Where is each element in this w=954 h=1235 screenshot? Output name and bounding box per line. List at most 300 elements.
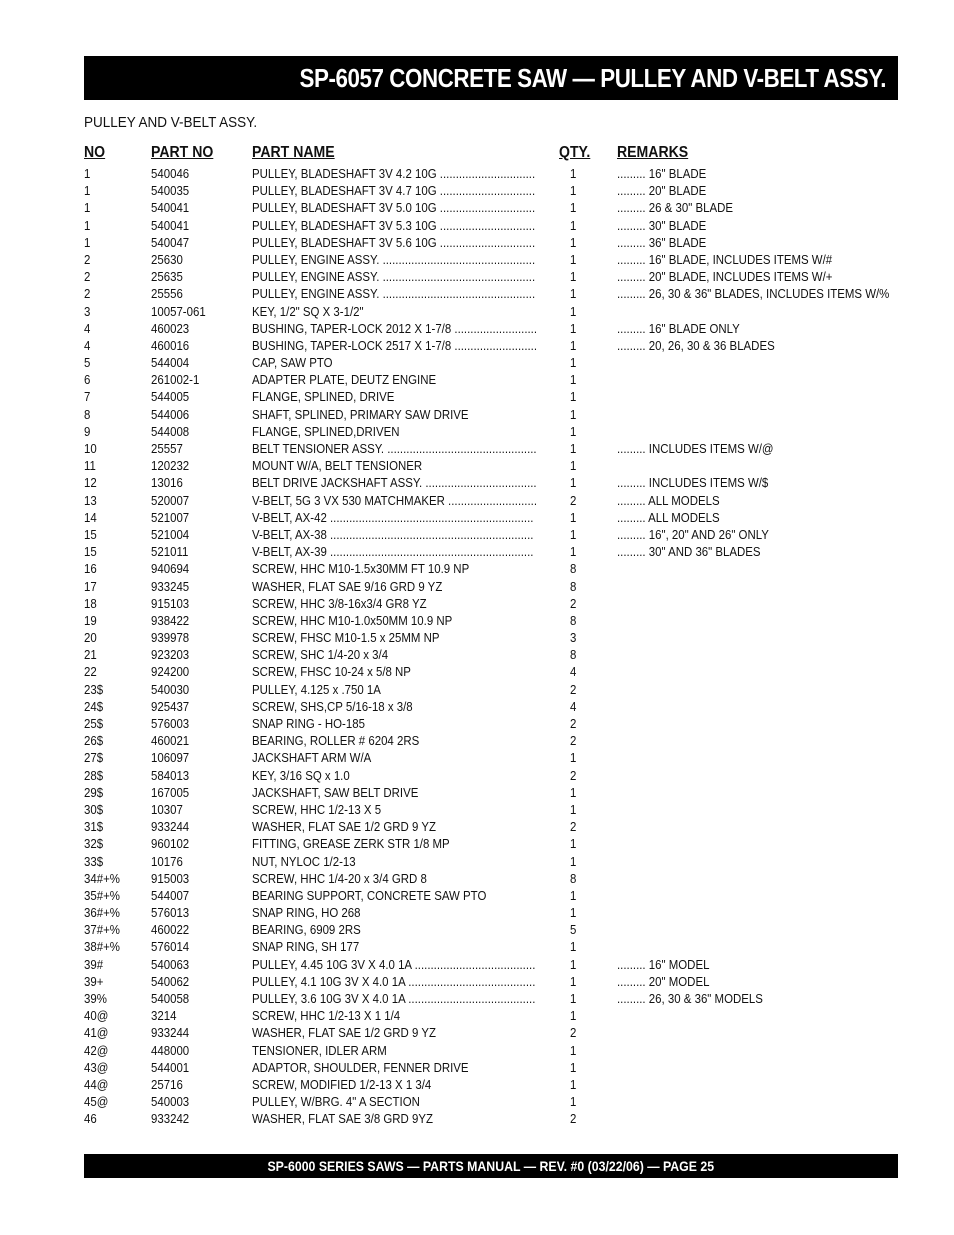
row-no: 25$ <box>84 716 104 731</box>
row-part-no: 544004 <box>151 355 190 371</box>
row-no: 8 <box>84 406 91 422</box>
table-row <box>84 354 898 371</box>
table-row <box>84 1007 898 1024</box>
table-row <box>84 268 898 285</box>
row-part-no: 540030 <box>151 681 190 697</box>
row-remarks: ......... 20" MODEL <box>617 973 710 989</box>
row-part-name: PULLEY, 3.6 10G 3V X 4.0 1A ........................................ <box>252 991 536 1006</box>
row-qty: 2 <box>570 595 577 611</box>
row-no: 1 <box>84 166 91 181</box>
row-no: 1 <box>84 200 91 216</box>
row-part-name: BELT DRIVE JACKSHAFT ASSY. ................................... <box>252 475 537 491</box>
row-remarks: ......... 36" BLADE <box>617 234 707 250</box>
row-no: 32$ <box>84 836 104 852</box>
row-part-no: 448000 <box>151 1042 190 1058</box>
row-part-no: 10176 <box>151 853 183 869</box>
row-no: 2 <box>84 269 91 285</box>
row-part-name: BELT TENSIONER ASSY. ............................................... <box>252 441 537 456</box>
row-no: 11 <box>84 458 96 474</box>
table-row <box>84 578 898 595</box>
row-part-name: PULLEY, ENGINE ASSY. ................................................ <box>252 286 536 302</box>
row-qty: 1 <box>570 269 577 285</box>
row-qty: 1 <box>570 939 577 955</box>
table-row <box>84 1093 898 1110</box>
row-part-name: SCREW, FHSC M10-1.5 x 25MM NP <box>252 630 440 646</box>
table-row <box>84 870 898 887</box>
row-no: 1 <box>84 217 91 233</box>
table-row <box>84 285 898 302</box>
table-row <box>84 440 898 457</box>
row-part-no: 938422 <box>151 612 190 628</box>
table-row <box>84 801 898 818</box>
row-part-no: 540063 <box>151 956 190 972</box>
row-qty: 2 <box>570 733 577 749</box>
row-part-no: 933242 <box>151 1111 190 1127</box>
row-part-name: BEARING, ROLLER # 6204 2RS <box>252 733 420 749</box>
row-part-name: PULLEY, BLADESHAFT 3V 5.0 10G .............................. <box>252 200 536 216</box>
table-row <box>84 1076 898 1093</box>
table-row <box>84 749 898 766</box>
row-part-no: 923203 <box>151 647 190 663</box>
page-title-bar <box>84 56 898 100</box>
row-part-name: MOUNT W/A, BELT TENSIONER <box>252 458 423 474</box>
row-part-no: 25635 <box>151 269 183 285</box>
table-row <box>84 182 898 199</box>
table-row <box>84 629 898 646</box>
header-part-no: PART NO <box>151 144 214 161</box>
row-no: 30$ <box>84 801 104 817</box>
row-no: 1 <box>84 183 91 199</box>
row-no: 15 <box>84 544 97 560</box>
row-no: 27$ <box>84 750 104 766</box>
table-row <box>84 681 898 698</box>
row-qty: 1 <box>570 801 577 817</box>
row-no: 41@ <box>84 1025 109 1041</box>
row-qty: 8 <box>570 870 577 886</box>
row-part-name: SCREW, SHS,CP 5/16-18 x 3/8 <box>252 698 413 714</box>
row-part-no: 915003 <box>151 870 190 886</box>
row-qty: 1 <box>570 991 577 1006</box>
row-part-no: 13016 <box>151 475 183 491</box>
row-no: 42@ <box>84 1042 109 1058</box>
row-part-name: SCREW, HHC 3/8-16x3/4 GR8 YZ <box>252 595 427 611</box>
row-qty: 2 <box>570 681 577 697</box>
table-row <box>84 1059 898 1076</box>
table-row <box>84 938 898 955</box>
row-part-name: PULLEY, ENGINE ASSY. ................................................ <box>252 251 536 267</box>
footer-bar <box>84 1154 898 1178</box>
row-no: 31$ <box>84 819 104 835</box>
row-qty: 1 <box>570 853 577 869</box>
row-no: 44@ <box>84 1076 109 1092</box>
row-part-no: 167005 <box>151 784 190 800</box>
row-qty: 2 <box>570 492 577 508</box>
row-remarks: ......... 26 & 30" BLADE <box>617 200 733 216</box>
table-row <box>84 646 898 663</box>
row-part-name: SCREW, SHC 1/4-20 x 3/4 <box>252 647 389 663</box>
row-qty: 1 <box>570 973 577 989</box>
row-part-no: 544006 <box>151 406 190 422</box>
row-part-no: 540035 <box>151 183 190 199</box>
table-row <box>84 921 898 938</box>
row-part-name: WASHER, FLAT SAE 3/8 GRD 9YZ <box>252 1111 433 1127</box>
row-no: 23$ <box>84 681 104 697</box>
row-qty: 8 <box>570 578 577 594</box>
row-part-no: 540062 <box>151 973 190 989</box>
table-row <box>84 371 898 388</box>
row-part-no: 540003 <box>151 1094 190 1110</box>
row-part-name: KEY, 1/2" SQ X 3-1/2" <box>252 303 364 319</box>
row-part-no: 25557 <box>151 441 183 456</box>
row-no: 24$ <box>84 698 104 714</box>
row-no: 37#+% <box>84 922 120 938</box>
row-no: 40@ <box>84 1008 109 1024</box>
row-qty: 1 <box>570 475 577 491</box>
table-row <box>84 956 898 973</box>
row-part-name: FLANGE, SPLINED,DRIVEN <box>252 423 400 439</box>
row-remarks: ......... 16" MODEL <box>617 956 710 972</box>
row-part-name: SNAP RING - HO-185 <box>252 716 365 731</box>
row-no: 36#+% <box>84 905 120 921</box>
table-row <box>84 234 898 251</box>
row-qty: 5 <box>570 922 577 938</box>
table-row <box>84 818 898 835</box>
row-qty: 1 <box>570 234 577 250</box>
row-part-no: 521011 <box>151 544 189 560</box>
table-row <box>84 526 898 543</box>
row-qty: 1 <box>570 320 577 336</box>
row-part-name: CAP, SAW PTO <box>252 355 333 371</box>
table-row <box>84 388 898 405</box>
row-qty: 1 <box>570 458 577 474</box>
row-qty: 2 <box>570 767 577 783</box>
row-part-name: SCREW, HHC 1/4-20 x 3/4 GRD 8 <box>252 870 427 886</box>
row-qty: 4 <box>570 664 577 680</box>
table-row <box>84 1110 898 1127</box>
row-part-no: 25556 <box>151 286 183 302</box>
row-remarks: ......... INCLUDES ITEMS W/$ <box>617 475 769 491</box>
header-no: NO <box>84 144 106 161</box>
row-no: 9 <box>84 423 91 439</box>
row-no: 7 <box>84 389 91 405</box>
row-part-name: SCREW, HHC 1/2-13 X 5 <box>252 801 382 817</box>
row-no: 4 <box>84 320 91 336</box>
row-part-name: PULLEY, 4.45 10G 3V X 4.0 1A ...................................... <box>252 956 536 972</box>
row-part-name: SHAFT, SPLINED, PRIMARY SAW DRIVE <box>252 406 469 422</box>
row-part-no: 544008 <box>151 423 190 439</box>
table-row <box>84 784 898 801</box>
header-remarks: REMARKS <box>617 144 689 161</box>
row-part-name: SCREW, HHC 1/2-13 X 1 1/4 <box>252 1008 401 1024</box>
row-remarks: ......... 20" BLADE <box>617 183 707 199</box>
row-no: 14 <box>84 509 97 525</box>
row-part-no: 540046 <box>151 166 190 181</box>
row-no: 22 <box>84 664 97 680</box>
row-no: 16 <box>84 561 97 577</box>
row-part-name: PULLEY, 4.1 10G 3V X 4.0 1A ........................................ <box>252 973 536 989</box>
row-part-no: 924200 <box>151 664 190 680</box>
row-qty: 1 <box>570 200 577 216</box>
table-row <box>84 973 898 990</box>
row-part-no: 925437 <box>151 698 190 714</box>
row-part-no: 544007 <box>151 887 190 903</box>
row-qty: 8 <box>570 647 577 663</box>
table-row <box>84 423 898 440</box>
row-remarks: ......... 16" BLADE <box>617 166 707 181</box>
row-part-name: SCREW, MODIFIED 1/2-13 X 1 3/4 <box>252 1076 432 1092</box>
row-part-no: 576013 <box>151 905 190 921</box>
row-qty: 4 <box>570 698 577 714</box>
row-part-name: PULLEY, W/BRG. 4" A SECTION <box>252 1094 420 1110</box>
row-part-no: 120232 <box>151 458 190 474</box>
table-row <box>84 732 898 749</box>
table-row <box>84 612 898 629</box>
row-part-no: 544005 <box>151 389 190 405</box>
row-part-name: PULLEY, BLADESHAFT 3V 5.3 10G .............................. <box>252 217 536 233</box>
table-row <box>84 509 898 526</box>
row-qty: 3 <box>570 630 577 646</box>
table-row <box>84 990 898 1007</box>
table-row <box>84 715 898 732</box>
row-part-name: BUSHING, TAPER-LOCK 2517 X 1-7/8 .......................... <box>252 337 538 353</box>
row-qty: 1 <box>570 303 577 319</box>
page-title: SP-6057 CONCRETE SAW — PULLEY AND V-BELT ASSY. <box>299 62 886 93</box>
row-part-name: BEARING SUPPORT, CONCRETE SAW PTO <box>252 887 487 903</box>
row-part-no: 460016 <box>151 337 190 353</box>
row-remarks: ......... 20" BLADE, INCLUDES ITEMS W/+ <box>617 269 833 285</box>
row-part-no: 10307 <box>151 801 183 817</box>
row-part-name: WASHER, FLAT SAE 1/2 GRD 9 YZ <box>252 819 436 835</box>
row-qty: 2 <box>570 1111 577 1127</box>
row-no: 35#+% <box>84 887 120 903</box>
row-part-name: TENSIONER, IDLER ARM <box>252 1042 387 1058</box>
table-row <box>84 165 898 182</box>
row-qty: 1 <box>570 286 577 302</box>
row-part-name: SNAP RING, HO 268 <box>252 905 361 921</box>
table-row <box>84 199 898 216</box>
row-part-no: 10057-061 <box>151 303 206 319</box>
row-qty: 1 <box>570 956 577 972</box>
row-part-name: V-BELT, AX-38 ................................................................ <box>252 526 534 542</box>
parts-table <box>84 165 898 1128</box>
row-qty: 1 <box>570 166 577 181</box>
row-remarks: ......... 26, 30 & 36" MODELS <box>617 991 763 1006</box>
row-part-no: 520007 <box>151 492 190 508</box>
row-part-name: PULLEY, BLADESHAFT 3V 4.7 10G .............................. <box>252 183 536 199</box>
row-part-no: 460021 <box>151 733 190 749</box>
row-part-no: 940694 <box>151 561 190 577</box>
row-qty: 1 <box>570 389 577 405</box>
table-row <box>84 663 898 680</box>
row-part-no: 960102 <box>151 836 190 852</box>
row-qty: 2 <box>570 819 577 835</box>
row-part-no: 106097 <box>151 750 190 766</box>
table-row <box>84 474 898 491</box>
row-part-no: 540041 <box>151 200 190 216</box>
row-remarks: ......... 30" BLADE <box>617 217 707 233</box>
row-no: 39# <box>84 956 104 972</box>
row-no: 10 <box>84 441 97 456</box>
row-part-name: V-BELT, AX-42 ................................................................ <box>252 509 534 525</box>
row-part-name: SCREW, HHC M10-1.0x50MM 10.9 NP <box>252 612 453 628</box>
row-part-no: 3214 <box>151 1008 177 1024</box>
row-part-no: 584013 <box>151 767 190 783</box>
row-no: 12 <box>84 475 97 491</box>
row-remarks: ......... 16" BLADE ONLY <box>617 320 740 336</box>
row-part-name: SCREW, FHSC 10-24 x 5/8 NP <box>252 664 411 680</box>
row-part-no: 540047 <box>151 234 190 250</box>
row-remarks: ......... INCLUDES ITEMS W/@ <box>617 441 774 456</box>
row-part-no: 521004 <box>151 526 190 542</box>
table-row <box>84 835 898 852</box>
row-part-name: FLANGE, SPLINED, DRIVE <box>252 389 395 405</box>
row-qty: 1 <box>570 217 577 233</box>
row-qty: 1 <box>570 509 577 525</box>
row-part-no: 540058 <box>151 991 190 1006</box>
table-row <box>84 1042 898 1059</box>
row-qty: 1 <box>570 1008 577 1024</box>
row-part-name: JACKSHAFT ARM W/A <box>252 750 372 766</box>
row-part-name: SNAP RING, SH 177 <box>252 939 360 955</box>
row-part-no: 25630 <box>151 251 183 267</box>
header-qty: QTY. <box>559 144 591 161</box>
row-part-name: V-BELT, AX-39 ................................................................ <box>252 544 534 560</box>
row-qty: 1 <box>570 784 577 800</box>
row-part-name: WASHER, FLAT SAE 1/2 GRD 9 YZ <box>252 1025 436 1041</box>
table-row <box>84 303 898 320</box>
row-part-name: SCREW, HHC M10-1.5x30MM FT 10.9 NP <box>252 561 470 577</box>
table-row <box>84 595 898 612</box>
table-row <box>84 543 898 560</box>
row-no: 43@ <box>84 1059 109 1075</box>
row-part-name: PULLEY, ENGINE ASSY. ................................................ <box>252 269 536 285</box>
row-part-name: NUT, NYLOC 1/2-13 <box>252 853 356 869</box>
row-no: 39% <box>84 991 107 1006</box>
row-no: 28$ <box>84 767 104 783</box>
row-qty: 1 <box>570 905 577 921</box>
row-no: 3 <box>84 303 91 319</box>
row-part-name: KEY, 3/16 SQ x 1.0 <box>252 767 350 783</box>
row-part-name: ADAPTER PLATE, DEUTZ ENGINE <box>252 372 437 388</box>
table-row <box>84 560 898 577</box>
row-qty: 8 <box>570 561 577 577</box>
row-no: 33$ <box>84 853 104 869</box>
table-row <box>84 457 898 474</box>
row-part-no: 933245 <box>151 578 190 594</box>
row-qty: 8 <box>570 612 577 628</box>
row-no: 39+ <box>84 973 104 989</box>
row-part-no: 540041 <box>151 217 190 233</box>
table-row <box>84 217 898 234</box>
row-no: 6 <box>84 372 91 388</box>
row-no: 45@ <box>84 1094 109 1110</box>
row-no: 38#+% <box>84 939 120 955</box>
row-part-name: ADAPTOR, SHOULDER, FENNER DRIVE <box>252 1059 469 1075</box>
row-part-no: 576003 <box>151 716 190 731</box>
row-no: 1 <box>84 234 91 250</box>
row-qty: 1 <box>570 526 577 542</box>
table-row <box>84 1024 898 1041</box>
table-row <box>84 337 898 354</box>
table-row <box>84 698 898 715</box>
row-qty: 1 <box>570 750 577 766</box>
row-part-name: JACKSHAFT, SAW BELT DRIVE <box>252 784 419 800</box>
row-qty: 1 <box>570 183 577 199</box>
row-no: 21 <box>84 647 97 663</box>
row-no: 26$ <box>84 733 104 749</box>
row-part-no: 544001 <box>151 1059 190 1075</box>
row-no: 4 <box>84 337 91 353</box>
row-part-no: 939978 <box>151 630 190 646</box>
row-qty: 1 <box>570 372 577 388</box>
row-part-name: V-BELT, 5G 3 VX 530 MATCHMAKER ............................ <box>252 492 538 508</box>
row-remarks: ......... ALL MODELS <box>617 509 720 525</box>
row-remarks: ......... 20, 26, 30 & 36 BLADES <box>617 337 775 353</box>
row-qty: 1 <box>570 251 577 267</box>
table-row <box>84 887 898 904</box>
table-row <box>84 904 898 921</box>
row-qty: 1 <box>570 406 577 422</box>
row-qty: 1 <box>570 423 577 439</box>
row-part-name: PULLEY, BLADESHAFT 3V 4.2 10G .............................. <box>252 166 536 181</box>
table-row <box>84 251 898 268</box>
row-part-no: 915103 <box>151 595 190 611</box>
row-part-no: 460023 <box>151 320 190 336</box>
row-no: 29$ <box>84 784 104 800</box>
row-part-no: 521007 <box>151 509 190 525</box>
row-no: 15 <box>84 526 97 542</box>
row-no: 2 <box>84 251 91 267</box>
row-part-name: BUSHING, TAPER-LOCK 2012 X 1-7/8 .......................... <box>252 320 538 336</box>
row-no: 17 <box>84 578 97 594</box>
row-qty: 1 <box>570 441 577 456</box>
row-remarks: ......... 26, 30 & 36" BLADES, INCLUDES ITEMS W/% <box>617 286 890 302</box>
row-part-no: 576014 <box>151 939 190 955</box>
row-qty: 1 <box>570 1042 577 1058</box>
row-part-no: 261002-1 <box>151 372 200 388</box>
table-row <box>84 853 898 870</box>
row-remarks: ......... 30" AND 36" BLADES <box>617 544 761 560</box>
row-part-no: 933244 <box>151 1025 190 1041</box>
row-no: 5 <box>84 355 91 371</box>
row-qty: 1 <box>570 836 577 852</box>
table-row <box>84 406 898 423</box>
row-qty: 1 <box>570 1059 577 1075</box>
row-qty: 2 <box>570 1025 577 1041</box>
row-no: 20 <box>84 630 97 646</box>
row-no: 18 <box>84 595 97 611</box>
row-part-name: PULLEY, 4.125 x .750 1A <box>252 681 381 697</box>
row-no: 46 <box>84 1111 97 1127</box>
row-part-no: 460022 <box>151 922 190 938</box>
row-remarks: ......... ALL MODELS <box>617 492 720 508</box>
row-no: 2 <box>84 286 91 302</box>
row-part-name: WASHER, FLAT SAE 9/16 GRD 9 YZ <box>252 578 443 594</box>
row-remarks: ......... 16", 20" AND 26" ONLY <box>617 526 769 542</box>
table-row <box>84 320 898 337</box>
row-part-no: 933244 <box>151 819 190 835</box>
table-row <box>84 492 898 509</box>
row-qty: 1 <box>570 337 577 353</box>
row-qty: 1 <box>570 1094 577 1110</box>
row-remarks: ......... 16" BLADE, INCLUDES ITEMS W/# <box>617 251 833 267</box>
row-part-no: 25716 <box>151 1076 183 1092</box>
row-no: 34#+% <box>84 870 120 886</box>
row-qty: 2 <box>570 716 577 731</box>
row-qty: 1 <box>570 355 577 371</box>
row-qty: 1 <box>570 544 577 560</box>
row-no: 19 <box>84 612 97 628</box>
